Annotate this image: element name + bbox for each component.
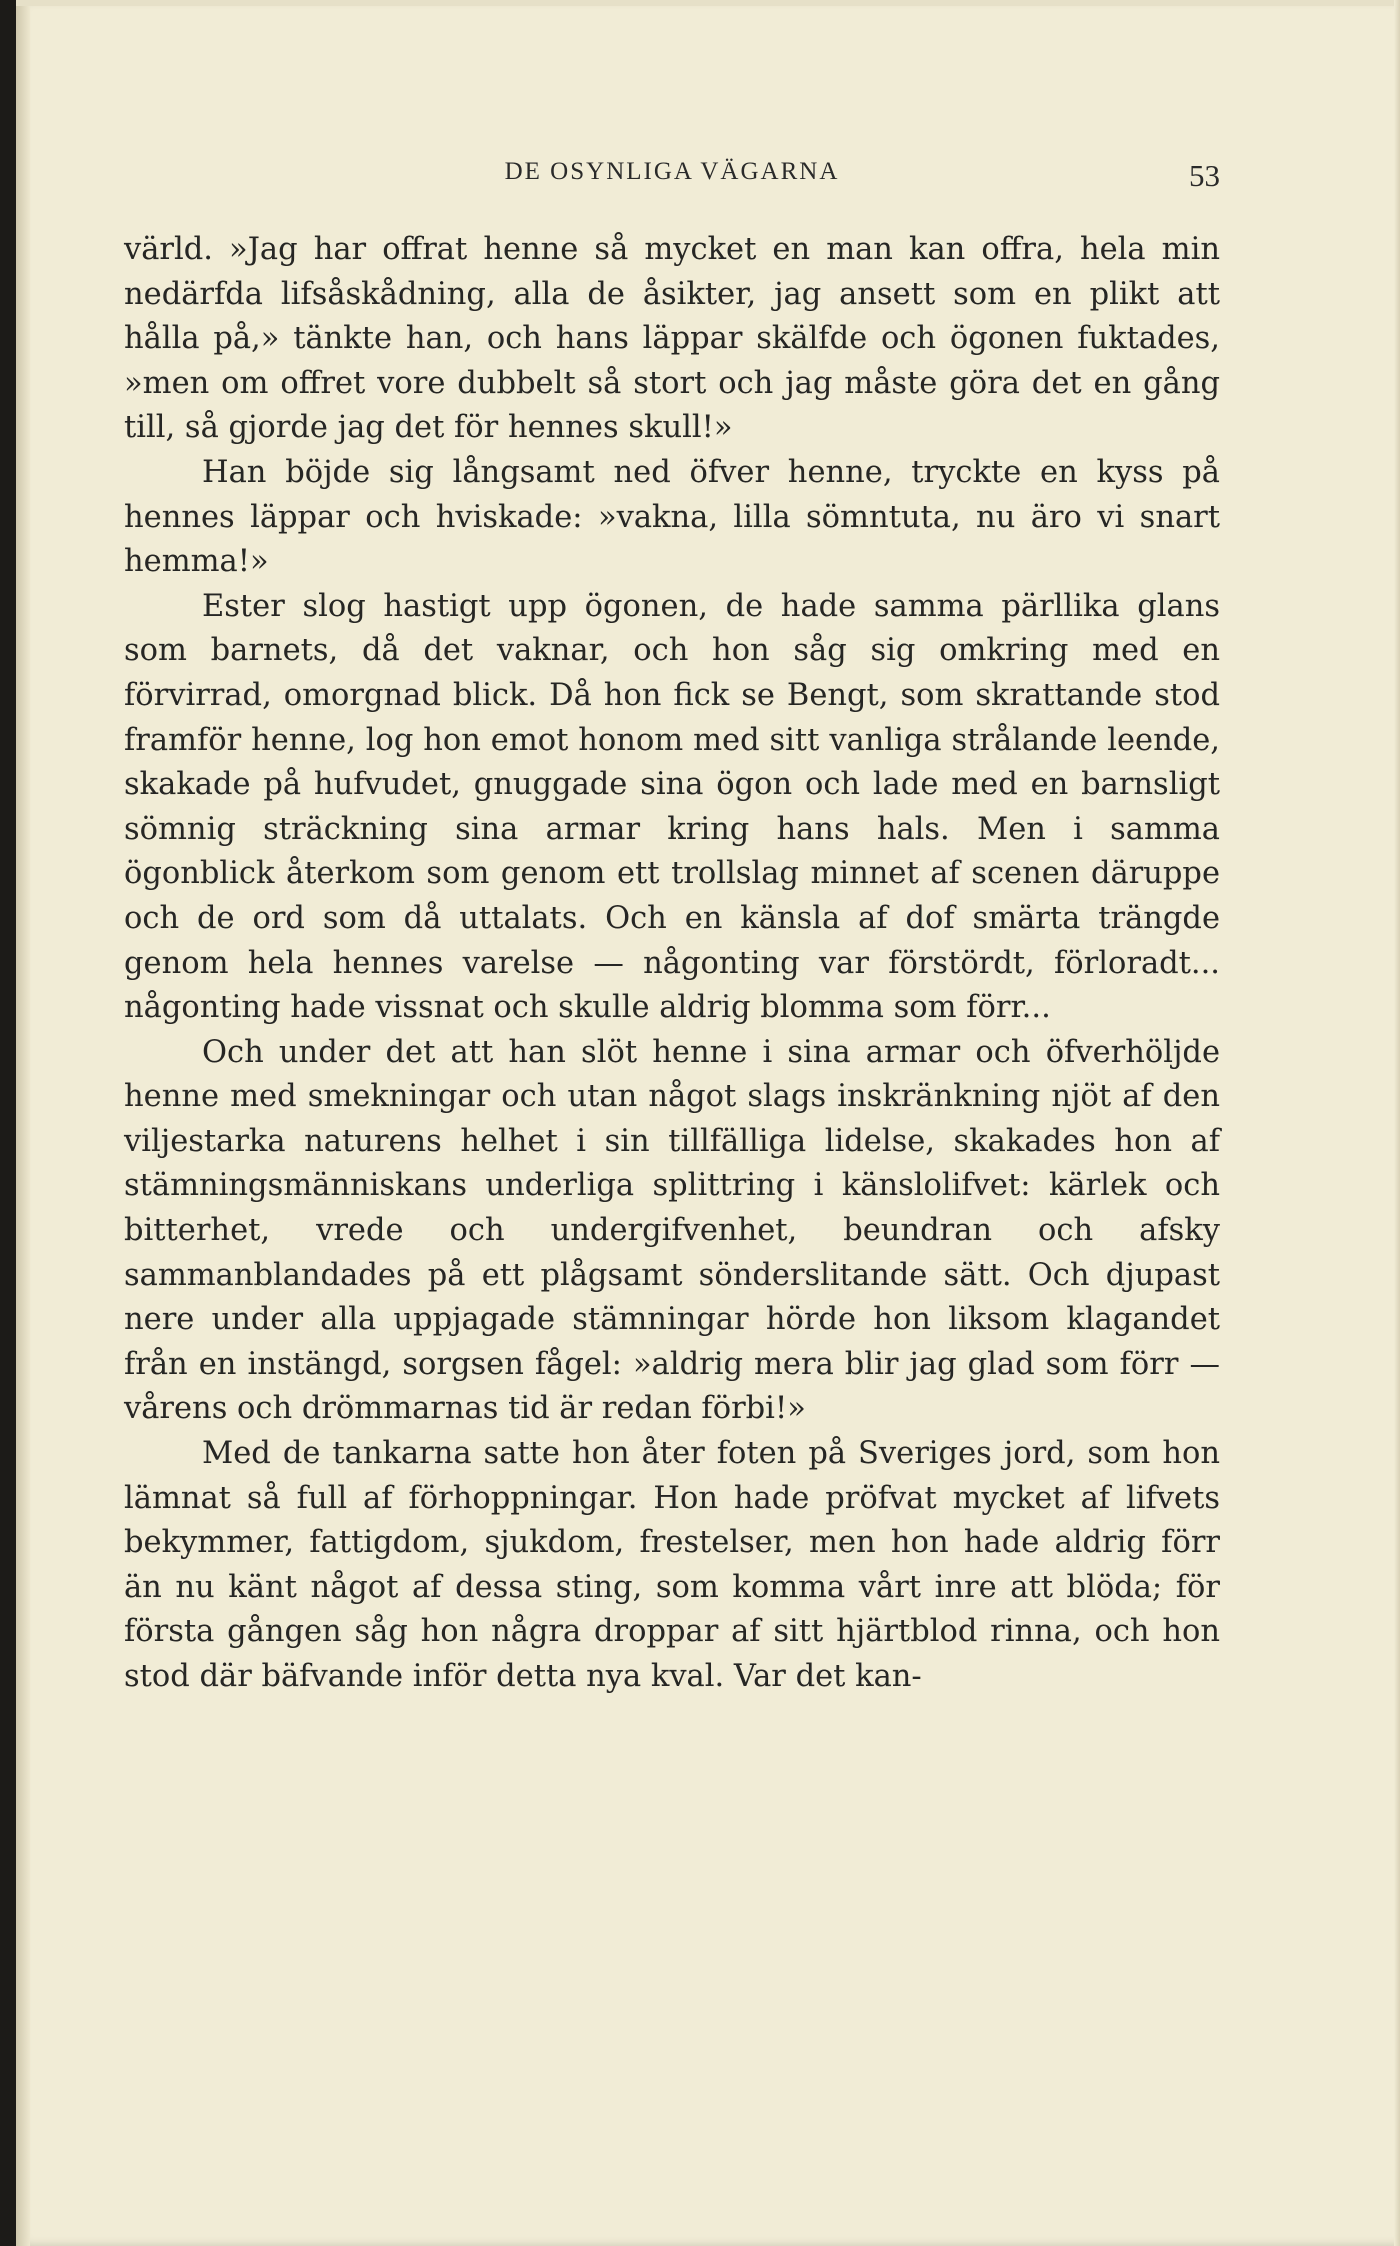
page-number: 53 [1189,158,1220,193]
paragraph-1: värld. »Jag har offrat henne så mycket en man kan offra, hela min nedärfda lifsåskådning, alla de åsikter, jag ansett som en plikt att hålla på,» tänkte han, och hans läppar skälfde och ögonen fuktades, »men om offret vore dubbelt så stort och jag måste göra det en gång till, så gjorde jag det för hennes skull!» [124,232,1220,446]
book-page [16,0,1400,2246]
page-top-edge [16,0,1400,6]
paragraph-3: Ester slog hastigt upp ögonen, de hade samma pärllika glans som barnets, då det vaknar, och hon såg sig omkring med en förvirrad, omorgnad blick. Då hon fick se Bengt, som skrattande stod framför henne, log hon emot honom med sitt vanliga strålande leende, skakade på hufvudet, gnuggade sina ögon och lade med en barnsligt sömnig sträckning sina armar kring hans hals. Men i samma ögonblick återkom som genom ett trollslag minnet af scenen däruppe och de ord som då uttalats. Och en känsla af dof smärta trängde genom hela hennes varelse — någonting var förstördt, förloradt... någonting hade vissnat och skulle aldrig blomma som förr... [124,588,1220,1026]
page-right-edge [1394,0,1400,2246]
page-header [124,158,1220,198]
paragraph-4: Och under det att han slöt henne i sina armar och öfverhöljde henne med smekningar och utan något slags inskränkning njöt af den viljestarka naturens helhet i sin tillfälliga lidelse, skakades hon af stämningsmänniskans underliga splittring i känslolifvet: kärlek och bitterhet, vrede och undergifvenhet, beundran och afsky sammanblandades på ett plågsamt sönderslitande sätt. Och djupast nere under alla uppjagade stämningar hörde hon liksom klagandet från en instängd, sorgsen fågel: »aldrig mera blir jag glad som förr — vårens och drömmarnas tid är redan förbi!» [124,1034,1220,1427]
paragraph-5: Med de tankarna satte hon åter foten på Sveriges jord, som hon lämnat så full af förhoppningar. Hon hade pröfvat mycket af lifvets bekymmer, fattigdom, sjukdom, frestelser, men hon hade aldrig förr än nu känt något af dessa sting, som komma vårt inre att blöda; för första gången såg hon några droppar af sitt hjärtblod rinna, och hon stod där bäfvande inför detta nya kval. Var det kan- [124,1436,1220,1694]
page-spine-shadow [16,0,30,2246]
paragraph-2: Han böjde sig långsamt ned öfver henne, tryckte en kyss på hennes läppar och hviskade: »vakna, lilla sömntuta, nu äro vi snart hemma!» [124,454,1220,580]
running-title: DE OSYNLIGA VÄGARNA [504,158,840,185]
body-text [124,228,1220,1700]
